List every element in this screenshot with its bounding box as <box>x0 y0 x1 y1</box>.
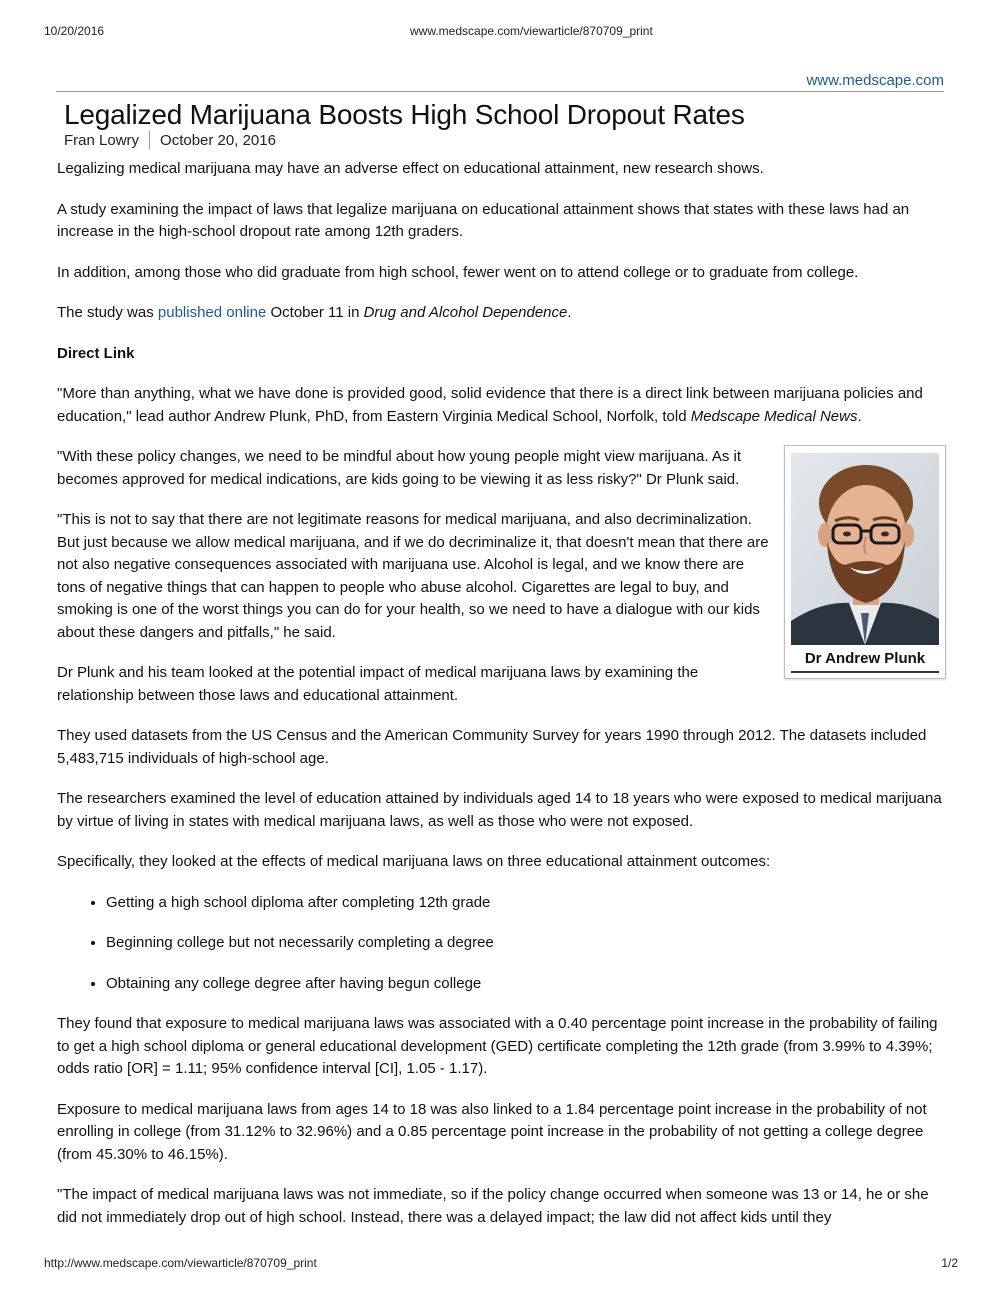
publication-name: Medscape Medical News <box>690 407 858 425</box>
byline-separator <box>149 131 150 149</box>
author-photo-figure <box>784 445 946 679</box>
paragraph: A study examining the impact of laws that legalize marijuana on educational attainment shows that states with these laws had an increase in the high-school dropout rate among 12th graders. <box>57 200 910 240</box>
paragraph: "The impact of medical marijuana laws was not immediate, so if the policy change occurred when someone was 13 or 14, he or she did not immediately drop out of high school. Instead, there was a delayed impact; the law did not affect kids until they <box>57 1186 929 1226</box>
paragraph: The researchers examined the level of education attained by individuals aged 14 to 18 years who were exposed to medical marijuana by virtue of living in states with medical marijuana laws, as well as those who were not exposed. <box>57 790 942 830</box>
outcomes-list <box>57 892 942 996</box>
header-divider <box>56 91 944 92</box>
text-span: . <box>567 304 572 321</box>
paragraph: "This is not to say that there are not legitimate reasons for medical marijuana, and also decriminalization. But just because we allow medical marijuana, and if we do decriminalize it, that doesn't mean that there are not also negative consequences associated with marijuana use. Alcohol is legal, and we know there are tons of negative things that can happen to people who abuse alcohol. Cigarettes are legal to buy, and smoking is one of the worst things you can do for your health, so we need to have a dialogue with our kids about these dangers and pitfalls," he said. <box>57 511 769 641</box>
paragraph <box>57 302 942 325</box>
text-span: The study was <box>57 304 158 321</box>
published-online-link[interactable]: published online <box>157 304 267 321</box>
paragraph: Exposure to medical marijuana laws from ages 14 to 18 was also linked to a 1.84 percentage point increase in the probability of not enrolling in college (from 31.12% to 32.96%) and a 0.85 percentage point increase in the probability of not getting a college degree (from 45.30% to 46.15%). <box>57 1100 927 1163</box>
page-number: 1/2 <box>941 1256 958 1270</box>
paragraph <box>57 383 942 428</box>
article-body <box>57 158 942 1247</box>
journal-name: Drug and Alcohol Dependence <box>363 304 568 321</box>
article-title: Legalized Marijuana Boosts High School Dropout Rates <box>64 99 745 130</box>
author-name: Fran Lowry <box>64 131 140 149</box>
paragraph: Dr Plunk and his team looked at the potential impact of medical marijuana laws by examining the relationship between those laws and educational attainment. <box>57 664 699 704</box>
portrait-illustration <box>791 453 939 645</box>
paragraph: They found that exposure to medical marijuana laws was associated with a 0.40 percentage point increase in the probability of failing to get a high school diploma or general educational development (GED) certificate completing the 12th grade (from 3.99% to 4.39%; odds ratio [OR] = 1.11; 95% confidence interval [CI], 1.05 - 1.17). <box>57 1015 938 1077</box>
paragraph: They used datasets from the US Census and the American Community Survey for years 1990 through 2012. The datasets included 5,483,715 individuals of high-school age. <box>57 727 927 767</box>
paragraph: Legalizing medical marijuana may have an adverse effect on educational attainment, new research shows. <box>57 160 764 177</box>
byline <box>64 131 276 149</box>
photo-caption: Dr Andrew Plunk <box>791 647 939 673</box>
author-photo <box>791 453 939 645</box>
print-footer-url: http://www.medscape.com/viewarticle/870709_print <box>44 1256 317 1270</box>
section-heading: Direct Link <box>57 344 135 362</box>
print-header-url: www.medscape.com/viewarticle/870709_print <box>410 24 653 38</box>
list-item: • Obtaining any college degree after having begun college <box>106 973 942 996</box>
text-span: October 11 in <box>266 304 364 321</box>
medscape-site-link[interactable]: www.medscape.com <box>806 72 944 89</box>
paragraph: "With these policy changes, we need to be mindful about how young people might view marijuana. As it becomes approved for medical indications, are kids going to be viewing it as less risky?" Dr Plunk said. <box>57 448 742 488</box>
text-span: "More than anything, what we have done is provided good, solid evidence that there is a direct link between marijuana policies and education," lead author Andrew Plunk, PhD, from Eastern Virginia Medical School, Norfolk, told <box>57 385 923 425</box>
publish-date: October 20, 2016 <box>160 131 276 149</box>
print-date: 10/20/2016 <box>44 24 105 38</box>
list-item: • Getting a high school diploma after completing 12th grade <box>106 892 942 915</box>
paragraph: In addition, among those who did graduate from high school, fewer went on to attend college or to graduate from college. <box>57 263 859 281</box>
paragraph: Specifically, they looked at the effects of medical marijuana laws on three educational attainment outcomes: <box>57 853 771 870</box>
text-span: . <box>857 407 862 425</box>
list-item: • Beginning college but not necessarily completing a degree <box>106 932 942 955</box>
